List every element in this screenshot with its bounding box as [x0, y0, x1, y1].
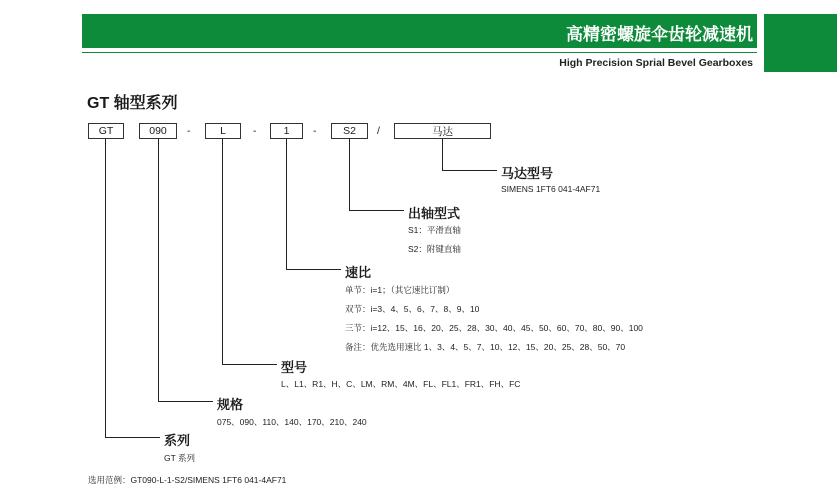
- header-title: 高精密螺旋伞齿轮减速机: [566, 25, 753, 44]
- connector-type-v: [222, 139, 223, 365]
- shaft-label: 出轴型式: [408, 206, 461, 221]
- motor-label: 马达型号: [501, 166, 554, 181]
- section-title: GT 轴型系列: [87, 95, 178, 112]
- separator: -: [313, 125, 317, 137]
- size-values: 075、090、110、140、170、210、240: [217, 417, 367, 427]
- connector-type-h: [222, 364, 277, 365]
- code-box-shaft: S2: [331, 123, 368, 139]
- type-values: L、L1、R1、H、C、LM、RM、4M、FL、FL1、FR1、FH、FC: [281, 379, 521, 389]
- separator: /: [377, 125, 380, 137]
- ratio-triple: 三节：i=12、15、16、20、25、28、30、40、45、50、60、70、80、90、100: [345, 323, 643, 333]
- shaft-s2: S2：附键直轴: [408, 244, 461, 254]
- code-box-motor: 马达: [394, 123, 491, 139]
- code-box-ratio: 1: [270, 123, 303, 139]
- header-subtitle: High Precision Sprial Bevel Gearboxes: [559, 57, 753, 69]
- size-label: 规格: [217, 397, 244, 412]
- code-box-series: GT: [88, 123, 124, 139]
- connector-motor-v: [442, 139, 443, 171]
- code-box-size: 090: [139, 123, 177, 139]
- header-tab: [764, 14, 837, 72]
- connector-size-v: [158, 139, 159, 402]
- connector-ratio-v: [286, 139, 287, 270]
- type-label: 型号: [281, 360, 308, 375]
- header-rule: [82, 52, 757, 53]
- ratio-single: 单节：i=1；（其它速比订制）: [345, 285, 455, 295]
- connector-series-v: [105, 139, 106, 438]
- separator: -: [253, 125, 257, 137]
- connector-shaft-h: [349, 210, 404, 211]
- ratio-double: 双节：i=3、4、5、6、7、8、9、10: [345, 304, 480, 314]
- selection-example: 选用范例：GT090-L-1-S2/SIMENS 1FT6 041-4AF71: [88, 475, 287, 485]
- shaft-s1: S1：平滑直轴: [408, 225, 461, 235]
- connector-series-h: [105, 437, 160, 438]
- separator: -: [187, 125, 191, 137]
- series-value: GT 系列: [164, 453, 196, 463]
- ratio-label: 速比: [345, 265, 372, 280]
- connector-size-h: [158, 401, 213, 402]
- series-label: 系列: [164, 433, 191, 448]
- code-box-type: L: [205, 123, 241, 139]
- motor-value: SIMENS 1FT6 041-4AF71: [501, 184, 601, 194]
- ratio-note: 备注：优先选用速比 1、3、4、5、7、10、12、15、20、25、28、50、70: [345, 342, 626, 352]
- connector-shaft-v: [349, 139, 350, 211]
- connector-ratio-h: [286, 269, 341, 270]
- connector-motor-h: [442, 170, 497, 171]
